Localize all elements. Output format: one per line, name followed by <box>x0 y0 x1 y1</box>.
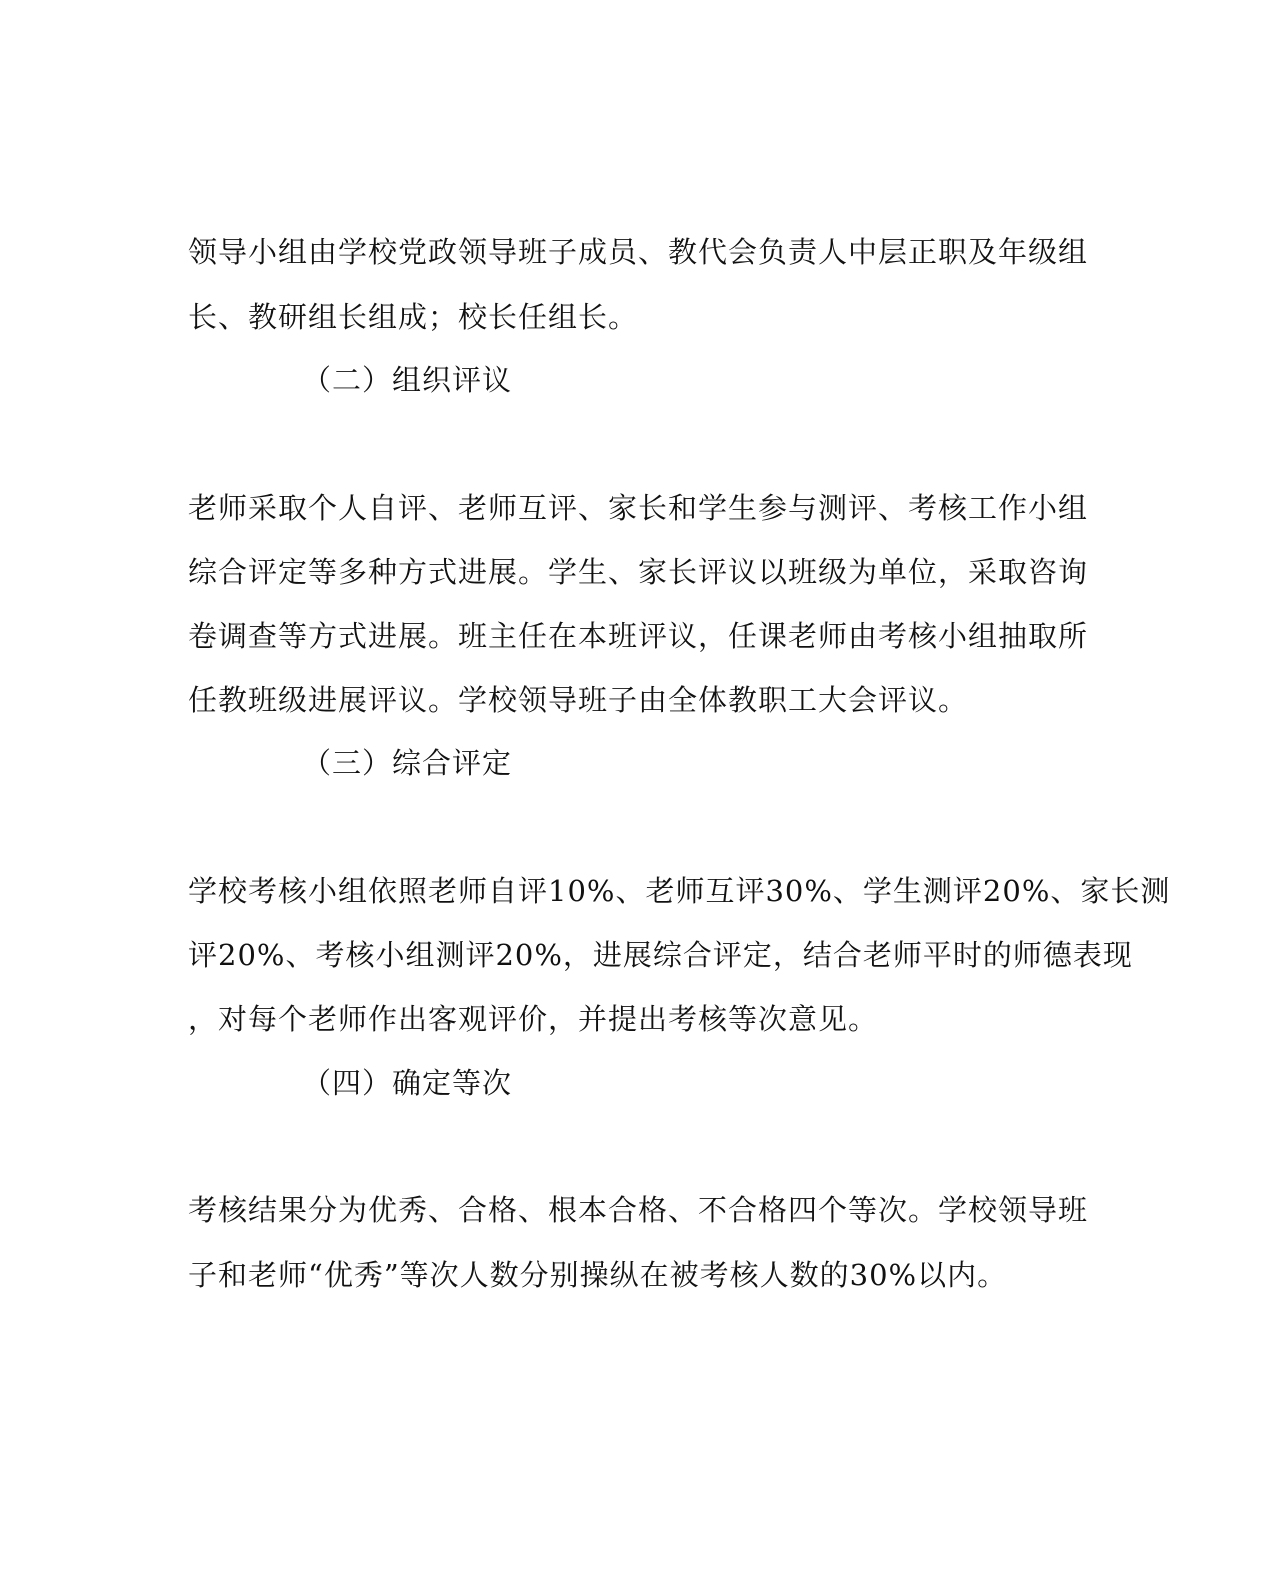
paragraph-2-line-3: 卷调查等方式进展。班主任在本班评议，任课老师由考核小组抽取所 <box>188 619 1089 653</box>
section-heading-2: （二）组织评议 <box>302 363 513 397</box>
paragraph-2-line-1: 老师采取个人自评、老师互评、家长和学生参与测评、考核工作小组 <box>188 491 1089 525</box>
paragraph-1-line-2: 长、教研组长组成；校长任组长。 <box>188 300 639 334</box>
paragraph-2-line-2: 综合评定等多种方式进展。学生、家长评议以班级为单位，采取咨询 <box>188 555 1089 589</box>
paragraph-2-line-4: 任教班级进展评议。学校领导班子由全体教职工大会评议。 <box>188 683 969 717</box>
paragraph-3-line-3: ，对每个老师作出客观评价，并提出考核等次意见。 <box>188 1002 879 1036</box>
paragraph-1-line-1: 领导小组由学校党政领导班子成员、教代会负责人中层正职及年级组 <box>188 235 1089 269</box>
paragraph-4-line-1: 考核结果分为优秀、合格、根本合格、不合格四个等次。学校领导班 <box>188 1193 1089 1227</box>
paragraph-3-line-1: 学校考核小组依照老师自评10%、老师互评30%、学生测评20%、家长测 <box>188 874 1171 908</box>
section-heading-4: （四）确定等次 <box>302 1066 513 1100</box>
section-heading-3: （三）综合评定 <box>302 746 513 780</box>
paragraph-4-line-2: 子和老师“优秀”等次人数分别操纵在被考核人数的30%以内。 <box>188 1258 1008 1292</box>
paragraph-3-line-2: 评20%、考核小组测评20%，进展综合评定，结合老师平时的师德表现 <box>188 938 1133 972</box>
